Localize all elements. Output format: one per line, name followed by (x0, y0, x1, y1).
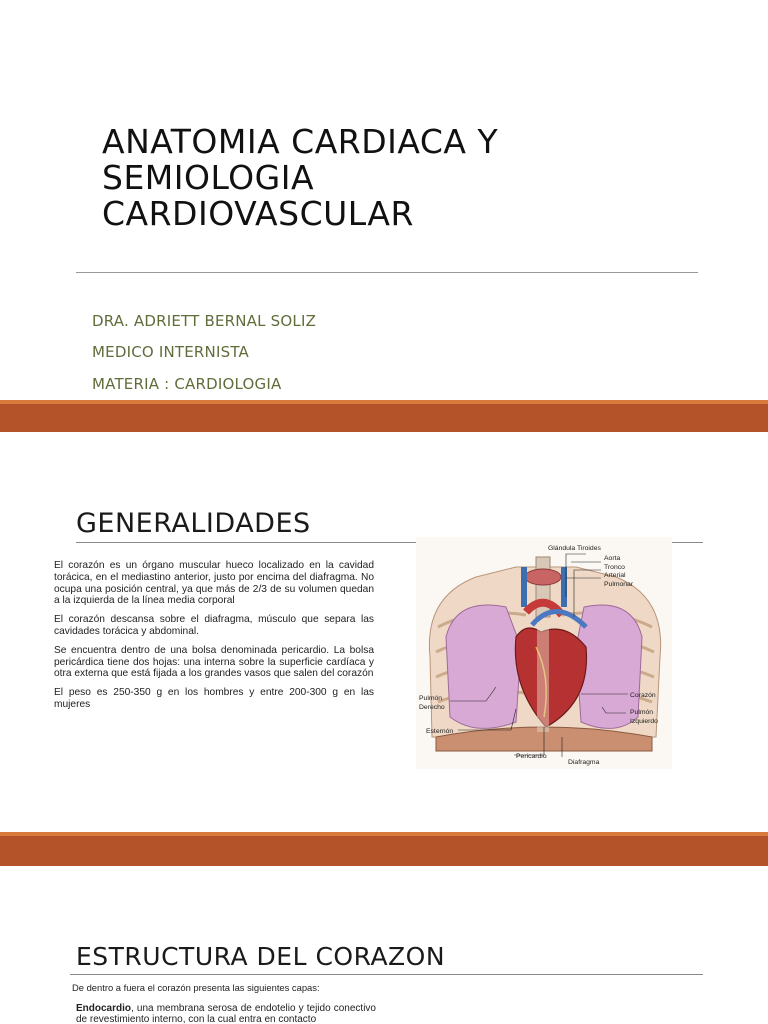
label-corazon: Corazón (630, 692, 656, 699)
slide-estructura (0, 866, 768, 1024)
label-pulmon-izquierdo-1: Pulmón (630, 709, 654, 716)
author-role: MEDICO INTERNISTA (92, 343, 249, 361)
label-pulmon-izquierdo-2: Izquierdo (630, 718, 658, 725)
layers-intro: De dentro a fuera el corazón presenta las siguientes capas: (72, 982, 320, 993)
label-diafragma: Diafragma (568, 759, 600, 766)
author-name: DRA. ADRIETT BERNAL SOLIZ (92, 312, 317, 330)
title-divider (76, 272, 698, 273)
label-pulmonar: Pulmonar (604, 581, 634, 588)
text-body (54, 560, 374, 718)
paragraph-pericardium: Se encuentra dentro de una bolsa denominada pericardio. La bolsa pericárdica tiene dos hojas: una interna sobre la superficie cardíaca y otra externa que está fijada a los grandes vasos que salen del corazón (54, 644, 374, 680)
section-heading: ESTRUCTURA DEL CORAZON (76, 942, 446, 971)
slide-separator (0, 832, 768, 866)
course-subject: MATERIA : CARDIOLOGIA (92, 375, 282, 393)
label-pulmon-derecho-2: Derecho (419, 704, 445, 711)
paragraph-diaphragm: El corazón descansa sobre el diafragma, músculo que separa las cavidades torácica y abdominal. (54, 614, 374, 637)
slide-separator (0, 400, 768, 432)
paragraph-location: El corazón es un órgano muscular hueco localizado en la cavidad torácica, en el mediastino anterior, justo por encima del diafragma. No ocupa una posición central, ya que más de 2/3 de su volumen quedan a la izquierda de la línea media corporal (54, 560, 374, 607)
paragraph-endocardio (76, 1003, 376, 1024)
slide-generalidades (0, 432, 768, 832)
section-heading: GENERALIDADES (76, 508, 311, 539)
label-tiroides: Glándula Tiroides (548, 545, 601, 552)
label-arterial: Arterial (604, 572, 626, 579)
heart-anatomy-illustration (416, 537, 672, 769)
label-aorta: Aorta (604, 555, 621, 562)
heading-divider (70, 974, 703, 975)
label-esternon: Esternón (426, 728, 454, 735)
label-tronco: Tronco (604, 564, 625, 571)
slide-title (0, 0, 768, 400)
label-pericardio: Pericardio (516, 753, 547, 760)
endocardio-description: , una membrana serosa de endotelio y tejido conectivo de revestimiento interno, con la cual entra en contacto (76, 1003, 376, 1024)
term-endocardio: Endocardio (76, 1003, 132, 1014)
presentation-title: ANATOMIA CARDIACA Y SEMIOLOGIA CARDIOVASCULAR (102, 122, 499, 233)
label-pulmon-derecho-1: Pulmón (419, 695, 443, 702)
paragraph-weight: El peso es 250-350 g en los hombres y entre 200-300 g en las mujeres (54, 687, 374, 710)
